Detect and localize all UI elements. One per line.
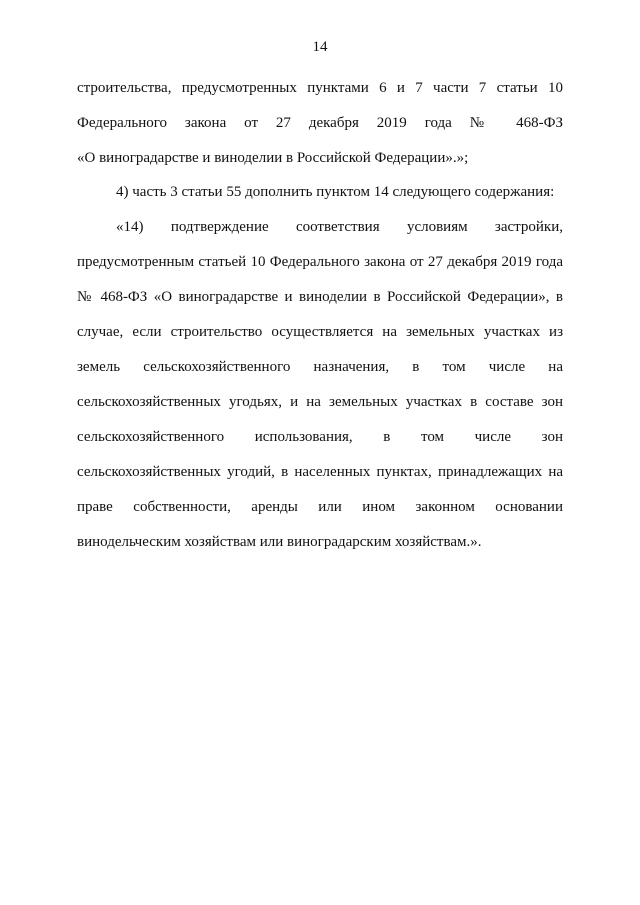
paragraph-2-line-1: 4) часть 3 статьи 55 дополнить пунктом 14 следующего содержания: (116, 184, 555, 200)
paragraph-3-line-4: случае, если строительство осуществляется на земельных участках из (77, 324, 563, 340)
paragraph-3-line-5: земель сельскохозяйственного назначения, в том числе на (77, 359, 563, 375)
paragraph-3-line-1: «14) подтверждение соответствия условиям застройки, (116, 219, 563, 235)
paragraph-3-line-8: сельскохозяйственных угодий, в населенных пунктах, принадлежащих на (77, 464, 563, 480)
page-number: 14 (312, 39, 328, 55)
paragraph-1-line-2: Федерального закона от 27 декабря 2019 года № 468-ФЗ (77, 115, 563, 131)
paragraph-3-line-7: сельскохозяйственного использования, в том числе зон (77, 429, 563, 445)
paragraph-3-line-9: праве собственности, аренды или ином законном основании (77, 499, 563, 515)
paragraph-1-line-1: строительства, предусмотренных пунктами 6 и 7 части 7 статьи 10 (77, 80, 563, 96)
paragraph-1-line-3: «О виноградарстве и виноделии в Российской Федерации».»; (77, 150, 469, 166)
paragraph-3-line-2: предусмотренным статьей 10 Федерального закона от 27 декабря 2019 года (77, 254, 563, 270)
paragraph-3-line-6: сельскохозяйственных угодьях, и на земельных участках в составе зон (77, 394, 563, 410)
paragraph-3-line-3: № 468-ФЗ «О виноградарстве и виноделии в Российской Федерации», в (77, 289, 563, 305)
paragraph-3-line-10: винодельческим хозяйствам или виноградарским хозяйствам.». (77, 534, 482, 550)
